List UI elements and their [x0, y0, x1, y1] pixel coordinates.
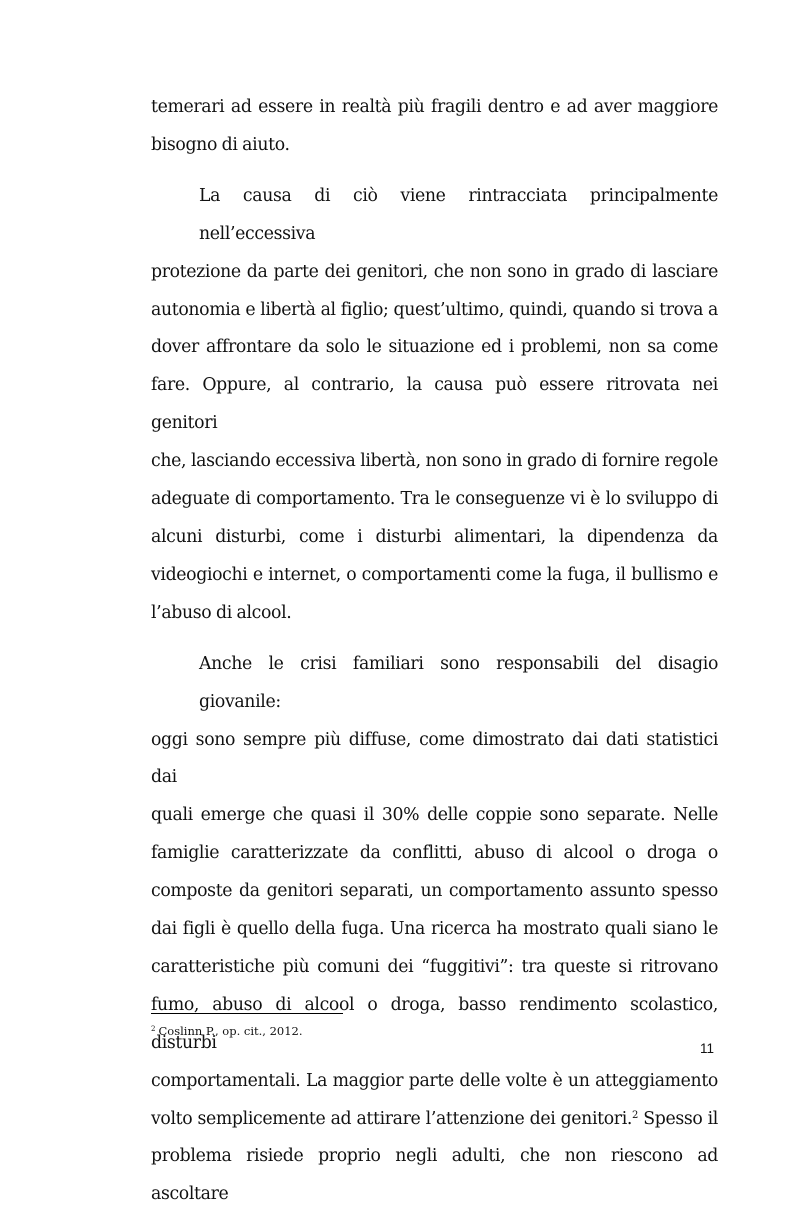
text-line: l’abuso di alcool.	[151, 602, 292, 623]
text-line-with-footnote	[151, 1101, 718, 1139]
paragraph-3	[151, 646, 718, 1214]
text-line: che, lasciando eccessiva libertà, non sono in grado di fornire regole	[151, 451, 718, 472]
text-line: dai figli è quello della fuga. Una ricerca ha mostrato quali siano le	[151, 919, 718, 940]
text-segment: volto semplicemente ad attirare l’attenzione dei genitori.	[151, 1108, 633, 1129]
text-line: fare. Oppure, al contrario, la causa può essere ritrovata nei genitori	[151, 375, 718, 434]
text-line: comportamentali. La maggior parte delle volte è un atteggiamento	[151, 1070, 718, 1091]
footnote	[151, 1024, 303, 1038]
text-line: protezione da parte dei genitori, che non sono in grado di lasciare	[151, 261, 718, 282]
text-line: alcuni disturbi, come i disturbi alimentari, la dipendenza da	[151, 526, 718, 547]
text-line: oggi sono sempre più diffuse, come dimostrato dai dati statistici dai	[151, 729, 718, 788]
text-line: La causa di ciò viene rintracciata principalmente nell’eccessiva	[199, 185, 718, 244]
text-line: dover affrontare da solo le situazione ed i problemi, non sa come	[151, 337, 718, 358]
text-line: problema risiede proprio negli adulti, che non riescono ad ascoltare	[151, 1146, 718, 1205]
text-line: caratteristiche più comuni dei “fuggitivi”: tra queste si ritrovano	[151, 956, 718, 977]
text-line: bisogno di aiuto.	[151, 134, 290, 155]
text-line: fumo, abuso di alcool o droga, basso rendimento scolastico, disturbi	[151, 994, 718, 1053]
footnote-separator	[151, 1013, 343, 1014]
footnote-reference[interactable]: 2	[632, 1109, 639, 1121]
text-line: autonomia e libertà al figlio; quest’ultimo, quindi, quando si trova a	[151, 299, 718, 320]
paragraph-2	[151, 178, 718, 633]
text-line: quali emerge che quasi il 30% delle coppie sono separate. Nelle	[151, 805, 718, 826]
footnote-text: Coslinn P., op. cit., 2012.	[158, 1024, 303, 1038]
footnote-mark: 2	[151, 1025, 156, 1033]
text-line: famiglie caratterizzate da conflitti, abuso di alcool o droga o	[151, 843, 718, 864]
page-number: 11	[700, 1041, 715, 1056]
text-line: videogiochi e internet, o comportamenti come la fuga, il bullismo e	[151, 564, 718, 585]
paragraph-1	[151, 89, 718, 165]
text-line: Anche le crisi familiari sono responsabili del disagio giovanile:	[199, 653, 718, 712]
text-segment: Spesso il	[643, 1108, 718, 1129]
text-line: temerari ad essere in realtà più fragili dentro e ad aver maggiore	[151, 97, 718, 117]
text-line: composte da genitori separati, un comportamento assunto spesso	[151, 881, 718, 902]
text-line: adeguate di comportamento. Tra le conseguenze vi è lo sviluppo di	[151, 489, 718, 510]
page-body	[151, 89, 718, 1214]
